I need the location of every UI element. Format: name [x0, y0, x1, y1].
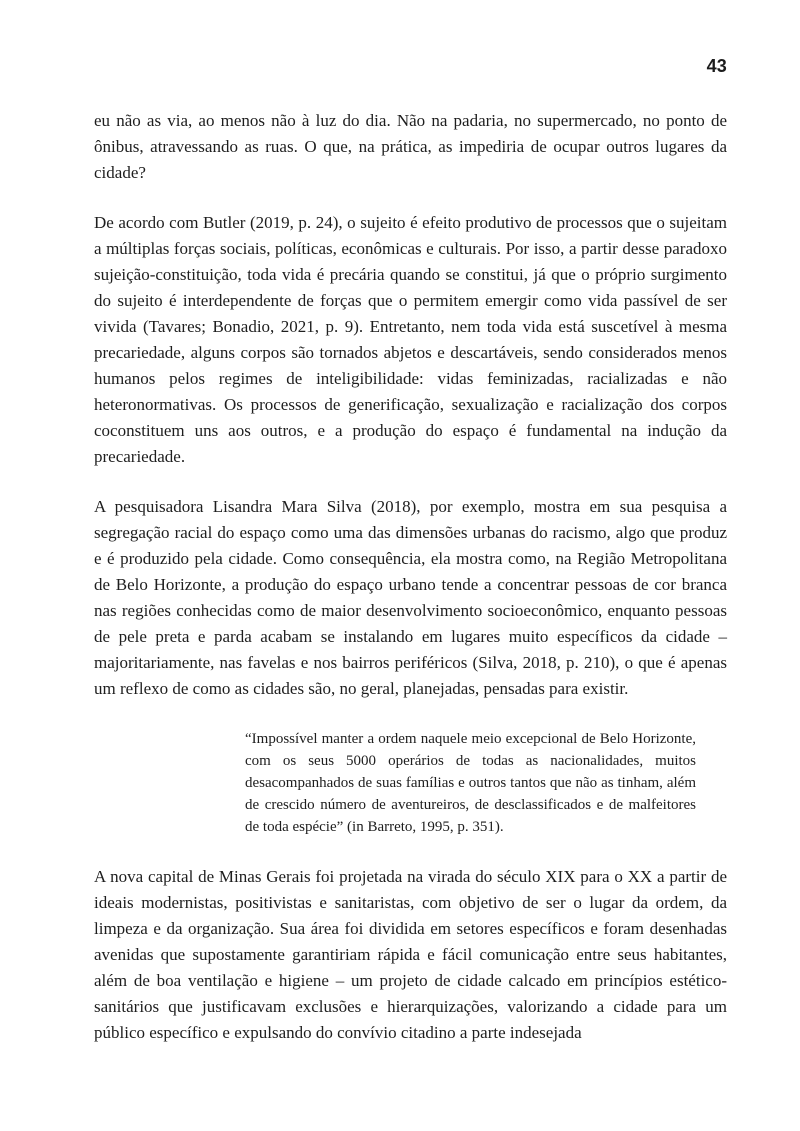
paragraph: A nova capital de Minas Gerais foi projetada na virada do século XIX para o XX a partir de ideais modernistas, positivistas e sanitaristas, com objetivo de ser o lugar da ordem, da limpeza e da organização. Sua área foi dividida em setores específicos e foram desenhadas avenidas que supostamente garantiriam rápida e fácil comunicação entre seus habitantes, além de boa ventilação e higiene – um projeto de cidade calcado em princípios estético-sanitários que justificavam exclusões e hierarquizações, valorizando a cidade para um público específico e expulsando do convívio citadino a parte indesejada: [94, 867, 727, 1042]
paragraph: De acordo com Butler (2019, p. 24), o sujeito é efeito produtivo de processos que o sujeitam a múltiplas forças sociais, políticas, econômicas e culturais. Por isso, a partir desse paradoxo sujeição-constituição, toda vida é precária quando se constitui, já que o próprio surgimento do sujeito é interdependente de forças que o permitem emergir como vida passível de ser vivida (Tavares; Bonadio, 2021, p. 9). Entretanto, nem toda vida está suscetível à mesma precariedade, alguns corpos são tornados abjetos e descartáveis, sendo considerados menos humanos pelos regimes de inteligibilidade: vidas feminizadas, racializadas e não heteronormativas. Os processos de generificação, sexualização e racialização dos corpos coconstituem uns aos outros, e a produção do espaço é fundamental na indução da precariedade.: [94, 213, 727, 466]
page-number: 43: [706, 56, 727, 76]
paragraph: eu não as via, ao menos não à luz do dia. Não na padaria, no supermercado, no ponto de ônibus, atravessando as ruas. O que, na prática, as impediria de ocupar outros lugares da cidade?: [94, 111, 727, 182]
page-body: [94, 108, 727, 1046]
block-quote: “Impossível manter a ordem naquele meio excepcional de Belo Horizonte, com os seus 5000 operários de todas as nacionalidades, muitos desacompanhados de suas famílias e outros tantos que não as tinham, além de crescido número de aventureiros, de desclassificados e de malfeitores de toda espécie” (in Barreto, 1995, p. 351).: [245, 731, 696, 835]
paragraph: A pesquisadora Lisandra Mara Silva (2018), por exemplo, mostra em sua pesquisa a segregação racial do espaço como uma das dimensões urbanas do racismo, algo que produz e é produzido pela cidade. Como consequência, ela mostra como, na Região Metropolitana de Belo Horizonte, a produção do espaço urbano tende a concentrar pessoas de cor branca nas regiões conhecidas como de maior desenvolvimento socioeconômico, enquanto pessoas de pele preta e parda acabam se instalando em lugares muito específicos da cidade – majoritariamente, nas favelas e nos bairros periféricos (Silva, 2018, p. 210), o que é apenas um reflexo de como as cidades são, no geral, planejadas, pensadas para existir.: [94, 497, 727, 698]
